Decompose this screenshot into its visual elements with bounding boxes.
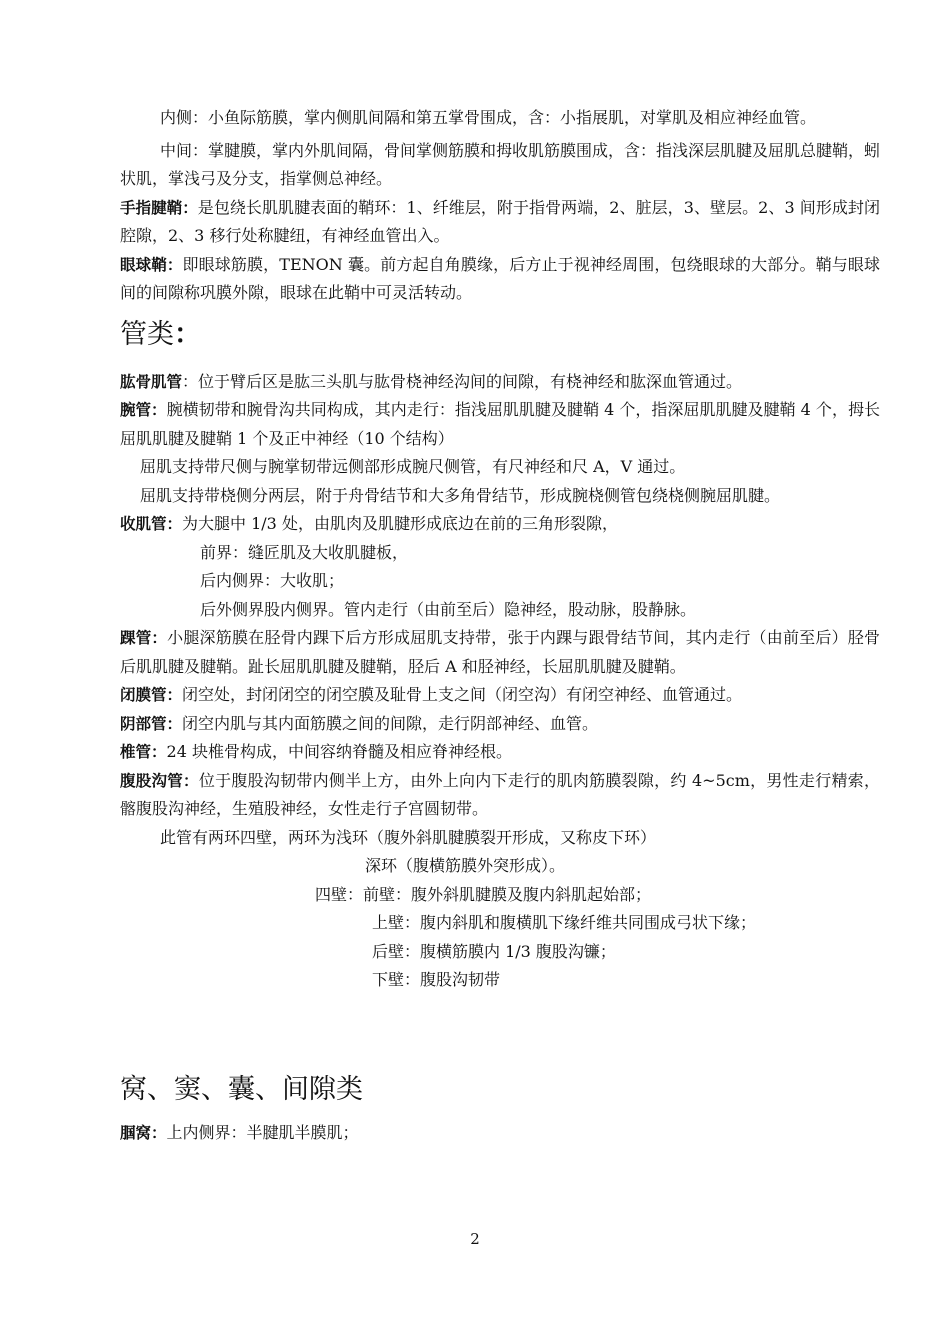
adductor-posterolateral-border: 后外侧界股内侧界。管内走行（由前至后）隐神经，股动脉，股静脉。 (200, 599, 697, 619)
radial-canal-paragraph: 屈肌支持带桡侧分两层，附于舟骨结节和大多角骨结节，形成腕桡侧管包绕桡侧腕屈肌腱。 (140, 485, 781, 505)
wall-front: 前壁：腹外斜肌腱膜及腹内斜肌起始部； (363, 884, 652, 904)
term-popliteal-fossa: 腘窝： (120, 1123, 167, 1142)
term-finger-sheath: 手指腱鞘： (120, 198, 198, 217)
page-number: 2 (470, 1230, 480, 1248)
inguinal-deep-ring-line: 深环（腹横筋膜外突形成）。 (365, 856, 566, 875)
wall-bottom: 下壁：腹股沟韧带 (372, 970, 501, 989)
adductor-posteromedial-border: 后内侧界：大收肌； (200, 571, 345, 590)
term-tarsal-tunnel: 踝管： (120, 629, 168, 647)
inguinal-canal-paragraph: 腹股沟管：位于腹股沟韧带内侧半上方，由外上向内下走行的肌肉筋膜裂隙，约 4~5cm，男性走行精索，髂腹股沟神经，生殖股神经，女性走行子宫圆韧带。 (120, 770, 880, 818)
term-carpal-tunnel: 腕管： (120, 401, 167, 419)
palm-middle-compartment: 中间：掌腱膜，掌内外肌间隔，骨间掌侧筋膜和拇收肌筋膜围成，含：指浅深层肌腱及屈肌总腱鞘，蚓状肌，掌浅弓及分支，指掌侧总神经。 (120, 140, 881, 188)
walls-label: 四壁： (315, 884, 364, 904)
obturator-canal-paragraph: 闭膜管：闭空处，封闭闭空的闭空膜及耻骨上支之间（闭空沟）有闭空神经、血管通过。 (120, 685, 743, 704)
pudendal-canal-paragraph: 阴部管：闭空内肌与其内面筋膜之间的间隙，走行阴部神经、血管。 (120, 713, 599, 733)
section-heading-fossae: 窝、窦、囊、间隙类 (120, 1073, 363, 1105)
ulnar-canal-paragraph: 屈肌支持带尺侧与腕掌韧带远侧部形成腕尺侧管，有尺神经和尺 A，V 通过。 (140, 457, 686, 476)
tarsal-tunnel-paragraph: 踝管：小腿深筋膜在胫骨内踝下后方形成屈肌支持带，张于内踝与跟骨结节间，其内走行（由前至后）胫骨后肌肌腱及腱鞘。趾长屈肌肌腱及腱鞘，胫后 A 和胫神经，长屈肌肌腱及腱鞘。 (120, 628, 880, 676)
adductor-front-border: 前界：缝匠肌及大收肌腱板， (200, 542, 409, 562)
term-humeral-canal: 肱骨肌管 (120, 372, 183, 391)
term-eye-sheath: 眼球鞘： (120, 255, 183, 274)
finger-sheath-paragraph (120, 194, 880, 251)
term-pudendal-canal: 阴部管： (120, 714, 183, 733)
popliteal-fossa-paragraph: 腘窝：上内侧界：半腱肌半膜肌； (120, 1122, 359, 1142)
term-inguinal-canal: 腹股沟管： (120, 771, 199, 790)
eye-sheath-text: 即眼球筋膜，TENON 囊。前方起自角膜缘，后方止于视神经周围，包绕眼球的大部分。鞘与眼球间的间隙称巩膜外隙，眼球在此鞘中可灵活转动。 (120, 254, 880, 302)
carpal-tunnel-paragraph: 腕管：腕横韧带和腕骨沟共同构成，其内走行：指浅屈肌肌腱及腱鞘 4 个，指深屈肌肌腱及腱鞘 4 个，拇长屈肌肌腱及腱鞘 1 个及正中神经（10 个结构） (120, 400, 880, 448)
term-vertebral-canal: 椎管： (120, 743, 167, 761)
inguinal-walls-line (120, 881, 880, 910)
term-adductor-canal: 收肌管： (120, 515, 183, 533)
finger-sheath-text: 是包绕长肌肌腱表面的鞘环：1、纤维层，附于指骨两端，2、脏层，3、壁层。2、3 间形成封闭腔隙，2、3 移行处称腱纽，有神经血管出入。 (120, 197, 880, 245)
inguinal-rings-line: 此管有两环四壁，两环为浅环（腹外斜肌腱膜裂开形成，又称皮下环） (160, 827, 657, 847)
wall-top: 上壁：腹内斜肌和腹横肌下缘纤维共同围成弓状下缘； (372, 913, 757, 932)
section-heading-tubes: 管类： (120, 318, 201, 350)
vertebral-canal-paragraph: 椎管：24 块椎骨构成，中间容纳脊髓及相应脊神经根。 (120, 742, 512, 761)
eye-sheath-paragraph (120, 251, 880, 308)
wall-back: 后壁：腹横筋膜内 1/3 腹股沟镰； (372, 941, 616, 961)
humeral-canal-paragraph: 肱骨肌管：位于臂后区是肱三头肌与肱骨桡神经沟间的间隙，有桡神经和肱深血管通过。 (120, 371, 743, 391)
palm-inner-compartment: 内侧：小鱼际筋膜，掌内侧肌间隔和第五掌骨围成，含：小指展肌，对掌肌及相应神经血管。 (160, 108, 817, 127)
adductor-canal-paragraph: 收肌管：为大腿中 1/3 处，由肌肉及肌腱形成底边在前的三角形裂隙， (120, 514, 618, 533)
term-obturator-canal: 闭膜管： (120, 686, 183, 704)
